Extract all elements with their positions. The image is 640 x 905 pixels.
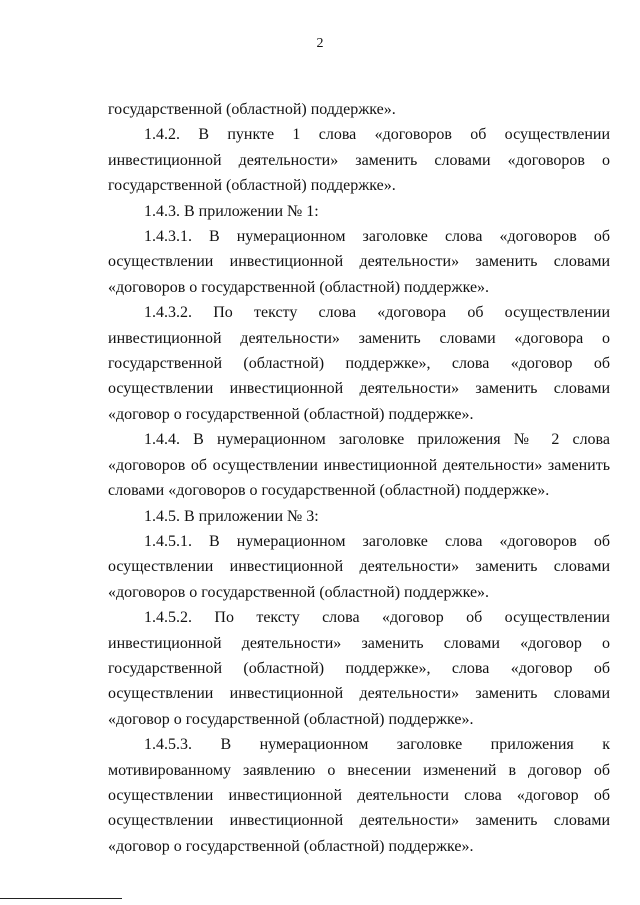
footer-rule	[0, 898, 122, 899]
paragraph-1-4-2: 1.4.2. В пункте 1 слова «договоров об осуществлении инвестиционной деятельности» заменить словами «договоров о государственной (областной) поддержке».	[108, 126, 610, 195]
paragraph-1-4-5-2: 1.4.5.2. По тексту слова «договор об осуществлении инвестиционной деятельности» заменить словами «договор о государственной (областной) поддержке», слова «договор об осуществлении инвестиционной деятельности» заменить словами «договор о государственной (областной) поддержке».	[108, 609, 610, 728]
page-number: 2	[316, 36, 324, 51]
paragraph-1-4-4: 1.4.4. В нумерационном заголовке приложения № 2 слова «договоров об осуществлении инвестиционной деятельности» заменить словами «договоров о государственной (областной) поддержке».	[108, 431, 610, 500]
paragraph-1-4-5-1: 1.4.5.1. В нумерационном заголовке слова «договоров об осуществлении инвестиционной деятельности» заменить словами «договоров о государственной (областной) поддержке».	[108, 532, 610, 601]
paragraph-continuation: государственной (областной) поддержке».	[108, 101, 396, 118]
paragraph-1-4-3-2: 1.4.3.2. По тексту слова «договора об осуществлении инвестиционной деятельности» заменить словами «договора о государственной (областной) поддержке», слова «договор об осуществлении инвестиционной деятельности» заменить словами «договор о государственной (областной) поддержке».	[108, 304, 610, 423]
paragraph-1-4-3: 1.4.3. В приложении № 1:	[144, 202, 319, 220]
paragraph-1-4-5-3: 1.4.5.3. В нумерационном заголовке приложения к мотивированному заявлению о внесении изменений в договор об осуществлении инвестиционной деятельности слова «договор об осуществлении инвестиционной деятельности» заменить словами «договор о государственной (областной) поддержке».	[108, 736, 610, 855]
paragraph-1-4-3-1: 1.4.3.1. В нумерационном заголовке слова «договоров об осуществлении инвестиционной деятельности» заменить словами «договоров о государственной (областной) поддержке».	[108, 228, 610, 296]
document-body	[108, 97, 610, 859]
paragraph-1-4-5: 1.4.5. В приложении № 3:	[144, 507, 319, 525]
